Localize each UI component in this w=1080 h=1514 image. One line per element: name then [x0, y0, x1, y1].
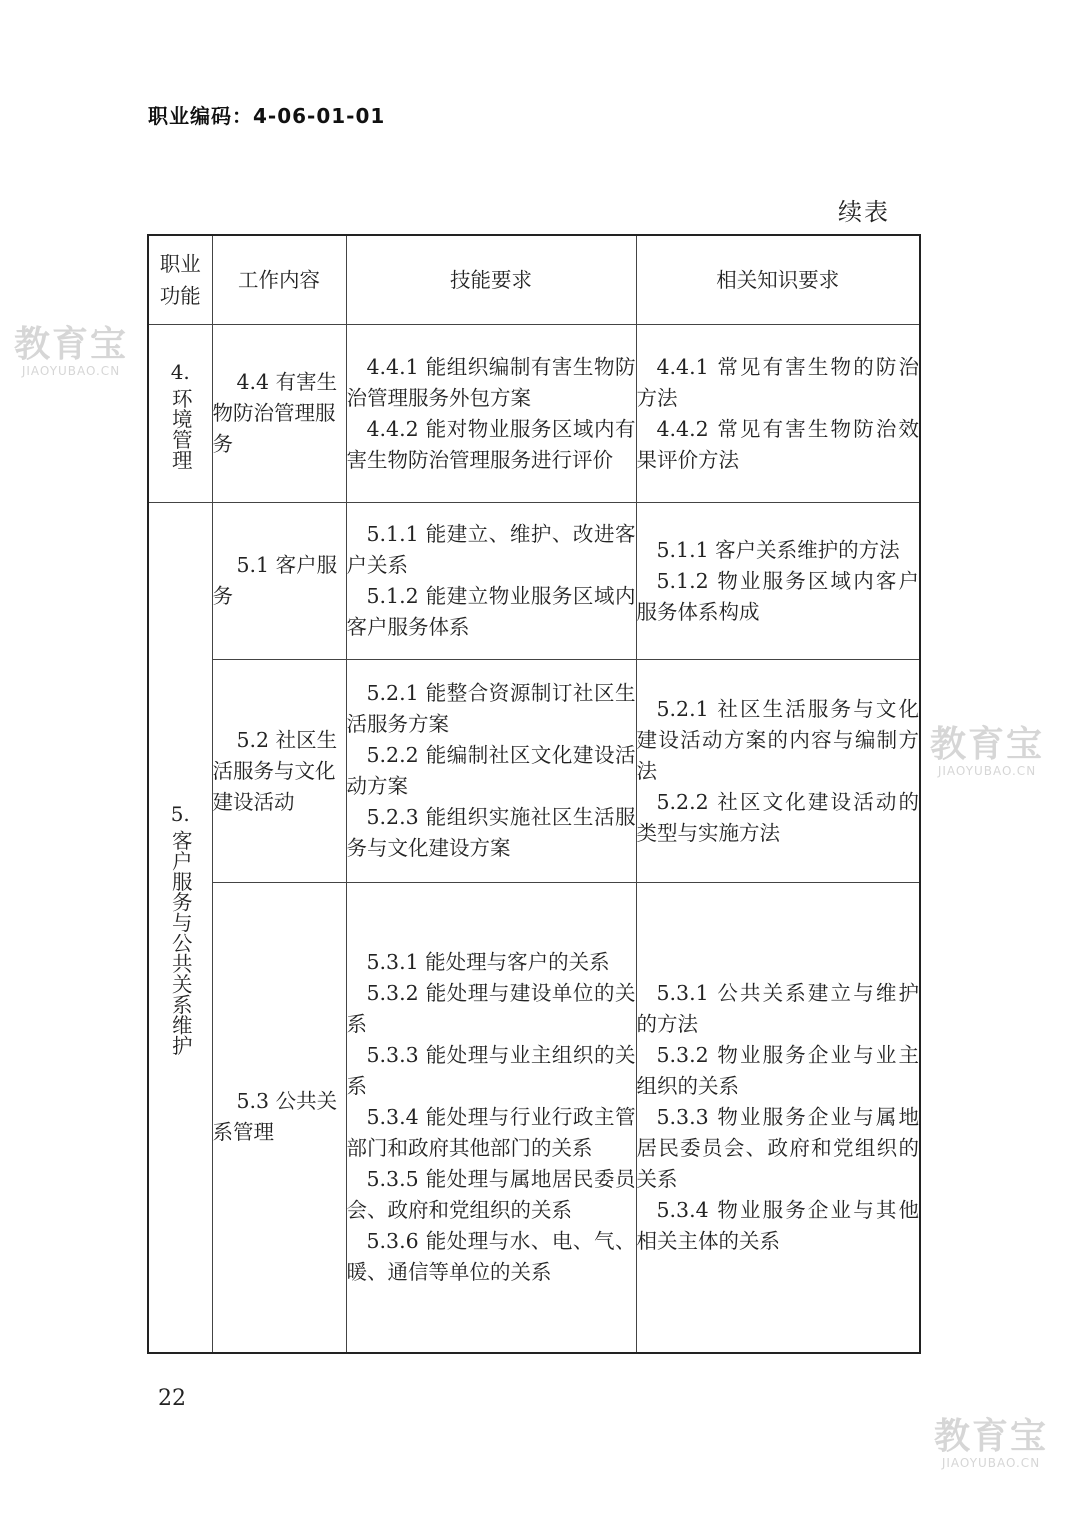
- skill-item: 5.3.4 能处理与行业行政主管部门和政府其他部门的关系: [346, 1104, 636, 1160]
- watermark-url: JIAOYUBAO.CN: [941, 1456, 1041, 1470]
- skill-item: 4.4.1 能组织编制有害生物防治管理服务外包方案: [346, 354, 636, 410]
- watermark-text: 教育宝: [930, 724, 1045, 765]
- table-row: [148, 660, 920, 883]
- watermark-url: JIAOYUBAO.CN: [937, 764, 1037, 778]
- knowledge-item: 5.2.1 社区生活服务与文化建设活动方案的内容与编制方法: [636, 696, 919, 783]
- work-content-cell: [212, 660, 346, 883]
- skills-cell: [346, 325, 636, 503]
- skill-item: 5.3.3 能处理与业主组织的关系: [346, 1042, 636, 1098]
- watermark-text: 教育宝: [934, 1416, 1049, 1457]
- knowledge-item: 5.3.1 公共关系建立与维护的方法: [636, 980, 919, 1036]
- table-row: [148, 503, 920, 660]
- skill-item: 5.2.3 能组织实施社区生活服务与文化建设方案: [346, 805, 636, 860]
- page-number: 22: [158, 1386, 186, 1411]
- knowledge-cell: [636, 883, 920, 1353]
- function-name: 客户服务与公共关系维护: [168, 830, 193, 1056]
- table-header-row: [148, 235, 920, 325]
- knowledge-item: 4.4.1 常见有害生物的防治方法: [636, 354, 919, 410]
- skill-item: 5.3.2 能处理与建设单位的关系: [346, 980, 636, 1036]
- skill-item: 5.3.6 能处理与水、电、气、暖、通信等单位的关系: [346, 1228, 636, 1284]
- knowledge-item: 5.1.1 客户关系维护的方法: [656, 537, 900, 562]
- work-content: 5.1 客户服务: [212, 553, 338, 608]
- function-cell-4: [148, 325, 212, 503]
- continued-label: 续表: [838, 198, 890, 226]
- function-number: 4.: [170, 360, 190, 384]
- header-skill-req: 技能要求: [346, 235, 636, 325]
- function-name: 环境管理: [168, 388, 193, 470]
- watermark-logo: [934, 1418, 1048, 1470]
- watermark-logo: [14, 326, 128, 378]
- table-row: [148, 325, 920, 503]
- knowledge-item: 5.2.2 社区文化建设活动的类型与实施方法: [636, 789, 919, 845]
- knowledge-cell: [636, 325, 920, 503]
- work-content: 4.4 有害生物防治管理服务: [212, 370, 338, 456]
- watermark-text: 教育宝: [14, 324, 129, 365]
- knowledge-cell: [636, 503, 920, 660]
- skills-cell: [346, 883, 636, 1353]
- knowledge-item: 5.3.3 物业服务企业与属地居民委员会、政府和党组织的关系: [636, 1104, 919, 1191]
- watermark-url: JIAOYUBAO.CN: [21, 364, 121, 378]
- knowledge-item: 5.1.2 物业服务区域内客户服务体系构成: [636, 568, 919, 624]
- skill-item: 5.1.1 能建立、维护、改进客户关系: [346, 522, 636, 577]
- occupation-code: 职业编码：4-06-01-01: [148, 104, 386, 128]
- knowledge-item: 4.4.2 常见有害生物防治效果评价方法: [636, 416, 919, 472]
- skills-cell: [346, 660, 636, 883]
- work-content-cell: [212, 503, 346, 660]
- skill-item: 5.1.2 能建立物业服务区域内客户服务体系: [346, 584, 636, 639]
- work-content: 5.3 公共关系管理: [212, 1089, 338, 1145]
- header-work-content: 工作内容: [212, 235, 346, 325]
- header-function: 职业功能: [148, 235, 212, 325]
- function-cell-5: [148, 503, 212, 1353]
- table-row: [148, 883, 920, 1353]
- knowledge-cell: [636, 660, 920, 883]
- function-number: 5.: [170, 802, 190, 826]
- skill-item: 5.3.1 能处理与客户的关系: [366, 949, 610, 974]
- skill-item: 5.2.2 能编制社区文化建设活动方案: [346, 743, 636, 798]
- watermark-logo: [930, 726, 1044, 778]
- work-content-cell: [212, 325, 346, 503]
- knowledge-item: 5.3.2 物业服务企业与业主组织的关系: [636, 1042, 919, 1098]
- work-content-cell: [212, 883, 346, 1353]
- skills-cell: [346, 503, 636, 660]
- skill-item: 5.3.5 能处理与属地居民委员会、政府和党组织的关系: [346, 1166, 636, 1222]
- skills-table: [147, 234, 921, 1354]
- skill-item: 4.4.2 能对物业服务区域内有害生物防治管理服务进行评价: [346, 416, 636, 472]
- header-knowledge-req: 相关知识要求: [636, 235, 920, 325]
- knowledge-item: 5.3.4 物业服务企业与其他相关主体的关系: [636, 1197, 919, 1253]
- skill-item: 5.2.1 能整合资源制订社区生活服务方案: [346, 681, 636, 736]
- work-content: 5.2 社区生活服务与文化建设活动: [212, 727, 338, 814]
